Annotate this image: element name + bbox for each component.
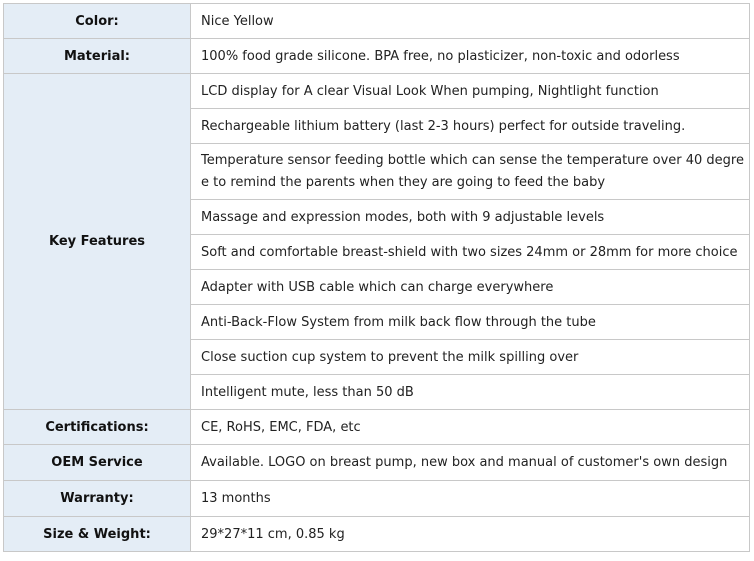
spec-label-size-weight: Size & Weight: [4,517,191,552]
spec-row-warranty [4,481,750,517]
key-feature-item: Intelligent mute, less than 50 dB [191,375,750,410]
spec-label-certifications: Certifications: [4,410,191,445]
spec-table [3,3,750,552]
key-feature-item: Massage and expression modes, both with 9 adjustable levels [191,200,750,235]
spec-value-certifications: CE, RoHS, EMC, FDA, etc [191,410,750,445]
key-feature-item: Soft and comfortable breast-shield with two sizes 24mm or 28mm for more choice [191,235,750,270]
spec-value-material: 100% food grade silicone. BPA free, no plasticizer, non-toxic and odorless [191,39,750,74]
key-feature-item: LCD display for A clear Visual Look When pumping, Nightlight function [191,74,750,109]
key-feature-item: Close suction cup system to prevent the milk spilling over [191,340,750,375]
key-feature-item: Rechargeable lithium battery (last 2-3 hours) perfect for outside traveling. [191,109,750,144]
spec-row-certifications [4,410,750,445]
spec-value-color: Nice Yellow [191,4,750,39]
spec-value-warranty: 13 months [191,481,750,517]
spec-row-material [4,39,750,74]
spec-label-warranty: Warranty: [4,481,191,517]
spec-row-oem-service [4,445,750,481]
spec-row-size-weight [4,517,750,552]
spec-row-key-features [4,74,750,109]
key-feature-item: Adapter with USB cable which can charge everywhere [191,270,750,305]
spec-label-material: Material: [4,39,191,74]
spec-label-key-features: Key Features [4,74,191,410]
spec-label-oem-service: OEM Service [4,445,191,481]
key-feature-item: Temperature sensor feeding bottle which can sense the temperature over 40 degree to remind the parents when they are going to feed the baby [191,144,750,200]
spec-row-color [4,4,750,39]
key-feature-item: Anti-Back-Flow System from milk back flow through the tube [191,305,750,340]
spec-label-color: Color: [4,4,191,39]
spec-value-oem-service: Available. LOGO on breast pump, new box and manual of customer's own design [191,445,750,481]
spec-value-size-weight: 29*27*11 cm, 0.85 kg [191,517,750,552]
